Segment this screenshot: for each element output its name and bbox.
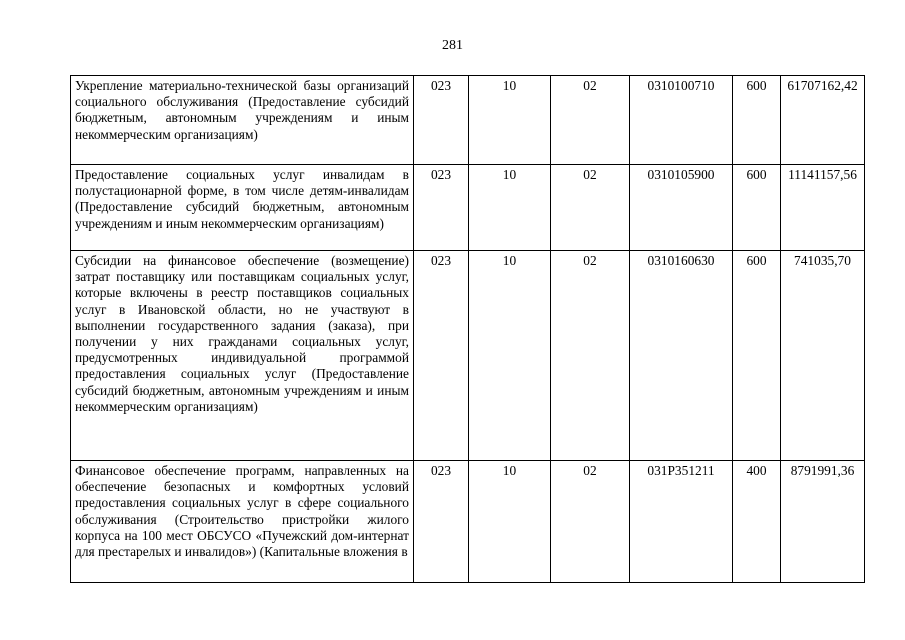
amount: 741035,70 <box>781 251 865 461</box>
row-description: Укрепление материально-технической базы организаций социального обслуживания (Предоставление субсидий бюджетным, автономным учреждениям и иным некоммерческим организациям) <box>71 76 414 165</box>
ministry-code: 023 <box>414 251 469 461</box>
section-code: 10 <box>469 165 551 251</box>
subsection-code: 02 <box>551 76 630 165</box>
ministry-code: 023 <box>414 76 469 165</box>
page-number: 281 <box>442 38 463 53</box>
section-code: 10 <box>469 251 551 461</box>
target-article-code: 0310160630 <box>630 251 733 461</box>
target-article-code: 0310105900 <box>630 165 733 251</box>
expense-type-code: 600 <box>733 165 781 251</box>
subsection-code: 02 <box>551 165 630 251</box>
target-article-code: 031P351211 <box>630 461 733 583</box>
subsection-code: 02 <box>551 461 630 583</box>
row-description: Предоставление социальных услуг инвалидам в полустационарной форме, в том числе детям-инвалидам (Предоставление субсидий бюджетным, автономным учреждениям и иным некоммерческим организациям) <box>71 165 414 251</box>
expense-type-code: 400 <box>733 461 781 583</box>
section-code: 10 <box>469 461 551 583</box>
row-description: Финансовое обеспечение программ, направленных на обеспечение безопасных и комфортных условий предоставления социальных услуг в сфере социального обслуживания (Строительство пристройки жилого корпуса на 100 мест ОБСУСО «Пучежский дом-интернат для престарелых и инвалидов») (Капитальные вложения в <box>71 461 414 583</box>
table-row <box>71 76 865 165</box>
subsection-code: 02 <box>551 251 630 461</box>
table-row <box>71 251 865 461</box>
section-code: 10 <box>469 76 551 165</box>
row-description: Субсидии на финансовое обеспечение (возмещение) затрат поставщику или поставщикам социальных услуг, которые включены в реестр поставщиков социальных услуг в Ивановской области, но не участвуют в выполнении государственного задания (заказа), при получении у них гражданами социальных услуг, предусмотренных индивидуальной программой предоставления социальных услуг (Предоставление субсидий бюджетным, автономным учреждениям и иным некоммерческим организациям) <box>71 251 414 461</box>
amount: 61707162,42 <box>781 76 865 165</box>
ministry-code: 023 <box>414 165 469 251</box>
budget-table <box>70 75 865 583</box>
table-row <box>71 165 865 251</box>
amount: 11141157,56 <box>781 165 865 251</box>
target-article-code: 0310100710 <box>630 76 733 165</box>
ministry-code: 023 <box>414 461 469 583</box>
amount: 8791991,36 <box>781 461 865 583</box>
table-row <box>71 461 865 583</box>
expense-type-code: 600 <box>733 251 781 461</box>
expense-type-code: 600 <box>733 76 781 165</box>
